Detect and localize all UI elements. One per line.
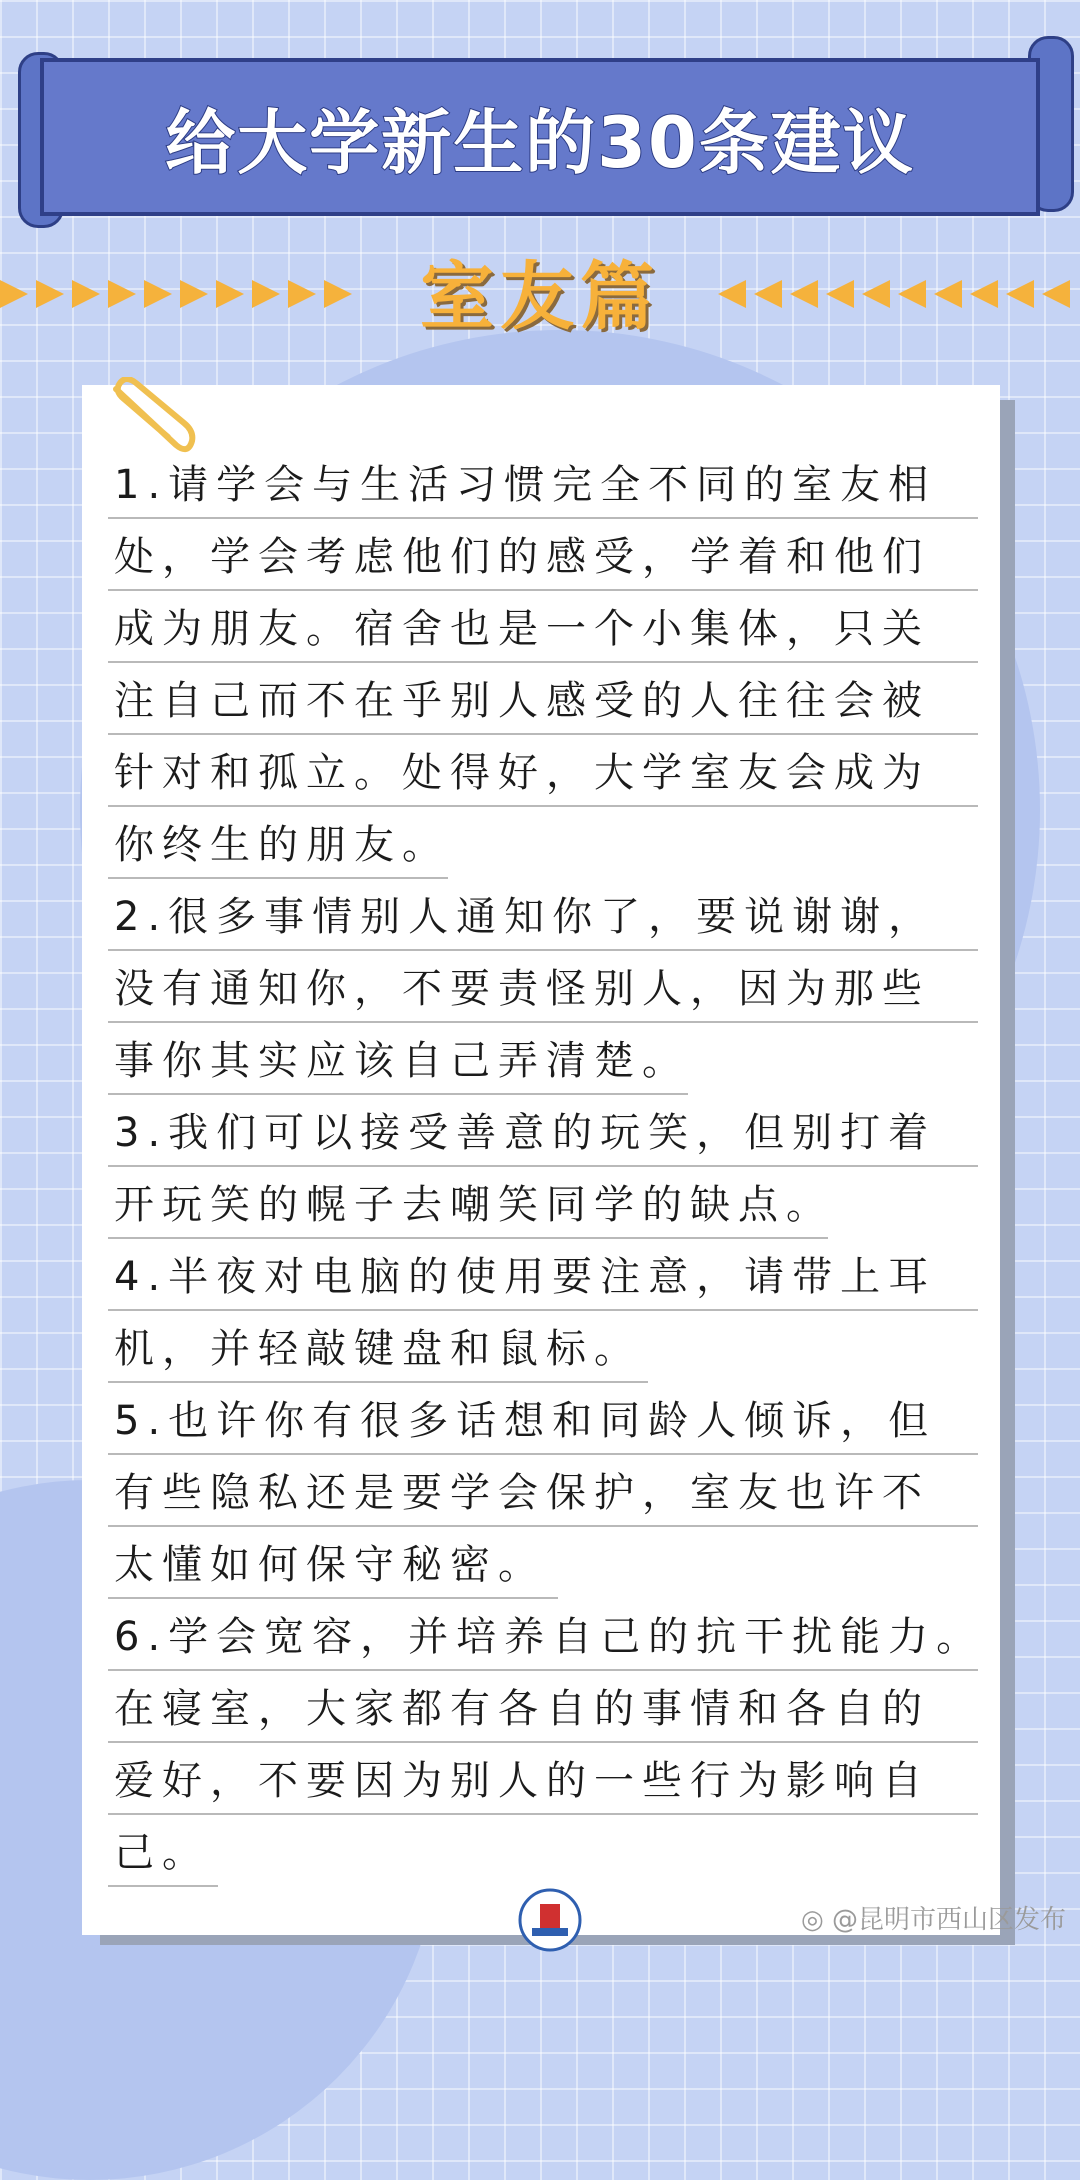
text-line: 太懂如何保守秘密。 bbox=[108, 1527, 558, 1599]
text-line: 没有通知你，不要责怪别人，因为那些 bbox=[108, 951, 978, 1023]
text-line: 注自己而不在乎别人感受的人往往会被 bbox=[108, 663, 978, 735]
text-line: 1.请学会与生活习惯完全不同的室友相 bbox=[108, 447, 978, 519]
note-paper bbox=[82, 385, 1000, 1935]
text-line: 己。 bbox=[108, 1815, 218, 1887]
watermark bbox=[801, 1899, 1066, 1936]
text-line: 针对和孤立。处得好，大学室友会成为 bbox=[108, 735, 978, 807]
xinhua-logo-icon bbox=[518, 1888, 582, 1952]
text-line: 5.也许你有很多话想和同龄人倾诉，但 bbox=[108, 1383, 978, 1455]
arrow-left-icon bbox=[700, 274, 1070, 314]
text-line: 机，并轻敲键盘和鼠标。 bbox=[108, 1311, 648, 1383]
text-line: 4.半夜对电脑的使用要注意，请带上耳 bbox=[108, 1239, 978, 1311]
watermark-text: @昆明市西山区发布 bbox=[831, 1905, 1066, 1935]
arrow-right-icon bbox=[0, 274, 370, 314]
text-line: 处，学会考虑他们的感受，学着和他们 bbox=[108, 519, 978, 591]
weibo-icon: ◎ bbox=[801, 1905, 824, 1935]
text-line: 事你其实应该自己弄清楚。 bbox=[108, 1023, 688, 1095]
text-line: 开玩笑的幌子去嘲笑同学的缺点。 bbox=[108, 1167, 828, 1239]
text-line: 你终生的朋友。 bbox=[108, 807, 448, 879]
text-line: 爱好，不要因为别人的一些行为影响自 bbox=[108, 1743, 978, 1815]
page-title: 给大学新生的30条建议 bbox=[165, 101, 915, 184]
advice-text-block bbox=[108, 447, 985, 1887]
text-line: 6.学会宽容，并培养自己的抗干扰能力。 bbox=[108, 1599, 978, 1671]
text-line: 2.很多事情别人通知你了，要说谢谢， bbox=[108, 879, 978, 951]
title-banner bbox=[40, 58, 1040, 216]
text-line: 在寝室，大家都有各自的事情和各自的 bbox=[108, 1671, 978, 1743]
text-line: 成为朋友。宿舍也是一个小集体，只关 bbox=[108, 591, 978, 663]
paperclip-icon bbox=[106, 377, 196, 457]
text-line: 有些隐私还是要学会保护，室友也许不 bbox=[108, 1455, 978, 1527]
section-subtitle: 室友篇 bbox=[420, 254, 660, 340]
text-line: 3.我们可以接受善意的玩笑，但别打着 bbox=[108, 1095, 978, 1167]
